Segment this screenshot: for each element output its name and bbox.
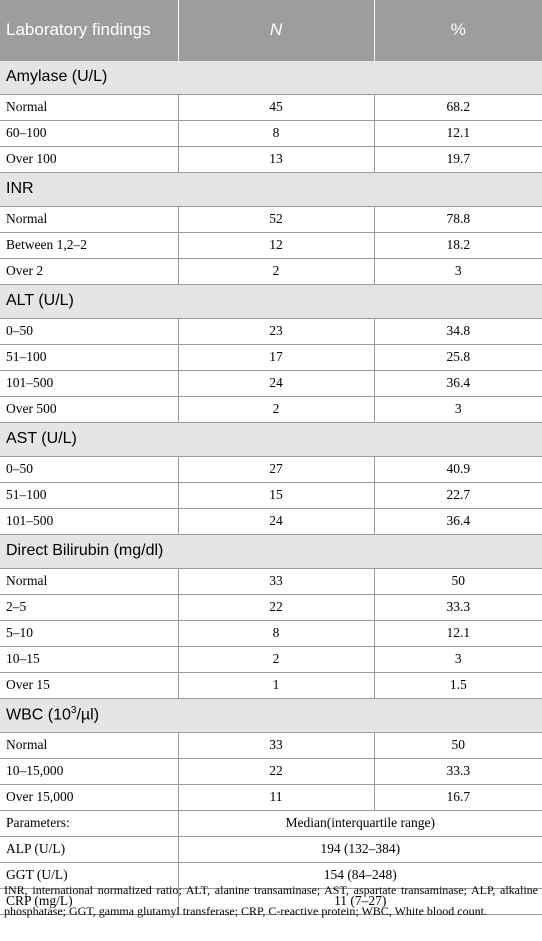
row-percent: 16.7 [374,784,542,810]
table-row [0,146,542,172]
median-iqr-label: Median(interquartile range) [178,810,542,836]
row-label: 101–500 [0,508,178,534]
row-label: 2–5 [0,594,178,620]
table-row [0,456,542,482]
table-header-row [0,0,542,60]
row-percent: 19.7 [374,146,542,172]
section-title-text: Direct Bilirubin (mg/dl) [6,542,164,559]
parameter-median: 154 (84–248) [178,862,542,888]
row-count: 2 [178,258,374,284]
row-percent: 36.4 [374,370,542,396]
row-count: 45 [178,94,374,120]
row-label: 51–100 [0,482,178,508]
row-percent: 33.3 [374,594,542,620]
row-label: Over 15 [0,672,178,698]
table-row [0,594,542,620]
parameter-name: GGT (U/L) [0,862,178,888]
row-label: Over 100 [0,146,178,172]
section-title [0,422,542,456]
median-header-row [0,810,542,836]
row-percent: 68.2 [374,94,542,120]
row-percent: 1.5 [374,672,542,698]
row-label: 60–100 [0,120,178,146]
section-title-superscript: 3 [70,705,77,717]
row-count: 22 [178,594,374,620]
row-label: 5–10 [0,620,178,646]
table-row [0,206,542,232]
row-label: Normal [0,568,178,594]
table-row [0,784,542,810]
section-title-text: INR [6,180,34,197]
section-title-text: WBC (10 [6,706,71,724]
section-row [0,284,542,318]
row-percent: 12.1 [374,120,542,146]
table-row [0,258,542,284]
parameter-name: CRP (mg/L) [0,888,178,914]
row-count: 15 [178,482,374,508]
section-row [0,422,542,456]
table-body [0,60,542,914]
row-label: Over 2 [0,258,178,284]
table-row [0,370,542,396]
row-label: Over 15,000 [0,784,178,810]
table-row [0,120,542,146]
row-count: 17 [178,344,374,370]
row-count: 22 [178,758,374,784]
table-row [0,508,542,534]
header-laboratory-findings: Laboratory findings [0,0,178,60]
section-row [0,534,542,568]
section-row [0,60,542,94]
table-row [0,396,542,422]
row-count: 8 [178,620,374,646]
table-row [0,758,542,784]
parameter-median: 11 (7–27) [178,888,542,914]
table-row [0,482,542,508]
header-percent: % [374,0,542,60]
row-label: Normal [0,206,178,232]
row-count: 13 [178,146,374,172]
row-count: 2 [178,396,374,422]
row-percent: 22.7 [374,482,542,508]
row-percent: 50 [374,732,542,758]
section-title [0,172,542,206]
row-count: 24 [178,370,374,396]
section-row [0,698,542,732]
parameters-label: Parameters: [0,810,178,836]
table-row [0,344,542,370]
row-percent: 78.8 [374,206,542,232]
table-row [0,732,542,758]
table-row [0,232,542,258]
section-title-text: Amylase (U/L) [6,68,108,85]
row-label: Between 1,2–2 [0,232,178,258]
row-count: 2 [178,646,374,672]
section-title [0,60,542,94]
row-label: Normal [0,732,178,758]
table-row [0,672,542,698]
row-percent: 50 [374,568,542,594]
row-count: 12 [178,232,374,258]
section-title [0,284,542,318]
table-row [0,568,542,594]
row-percent: 18.2 [374,232,542,258]
row-count: 27 [178,456,374,482]
row-count: 52 [178,206,374,232]
row-count: 33 [178,732,374,758]
row-percent: 3 [374,646,542,672]
row-percent: 12.1 [374,620,542,646]
row-percent: 3 [374,258,542,284]
section-title-text: ALT (U/L) [6,292,74,309]
table-row [0,646,542,672]
row-label: 0–50 [0,456,178,482]
section-title-suffix: /µl) [76,706,100,724]
row-label: 101–500 [0,370,178,396]
row-label: 10–15 [0,646,178,672]
parameter-median: 194 (132–384) [178,836,542,862]
row-label: 10–15,000 [0,758,178,784]
row-percent: 40.9 [374,456,542,482]
row-percent: 33.3 [374,758,542,784]
row-count: 33 [178,568,374,594]
row-count: 1 [178,672,374,698]
row-percent: 36.4 [374,508,542,534]
section-title [0,698,542,732]
table-row [0,94,542,120]
table-row [0,318,542,344]
section-title-text: AST (U/L) [6,430,77,447]
table-footnote: INR, international normalized ratio; ALT, alanine transaminase; AST, aspartate transaminase; ALP, alkaline phosphatase; GGT, gamma glutamyl transferase; CRP, C-reactive protein; WBC, White blood count. [4,883,538,918]
row-percent: 25.8 [374,344,542,370]
header-n: N [178,0,374,60]
row-percent: 34.8 [374,318,542,344]
row-percent: 3 [374,396,542,422]
section-row [0,172,542,206]
row-count: 23 [178,318,374,344]
row-label: 51–100 [0,344,178,370]
row-count: 11 [178,784,374,810]
row-count: 8 [178,120,374,146]
row-label: Over 500 [0,396,178,422]
section-title [0,534,542,568]
parameter-name: ALP (U/L) [0,836,178,862]
median-row [0,836,542,862]
row-label: 0–50 [0,318,178,344]
table-row [0,620,542,646]
row-count: 24 [178,508,374,534]
row-label: Normal [0,94,178,120]
